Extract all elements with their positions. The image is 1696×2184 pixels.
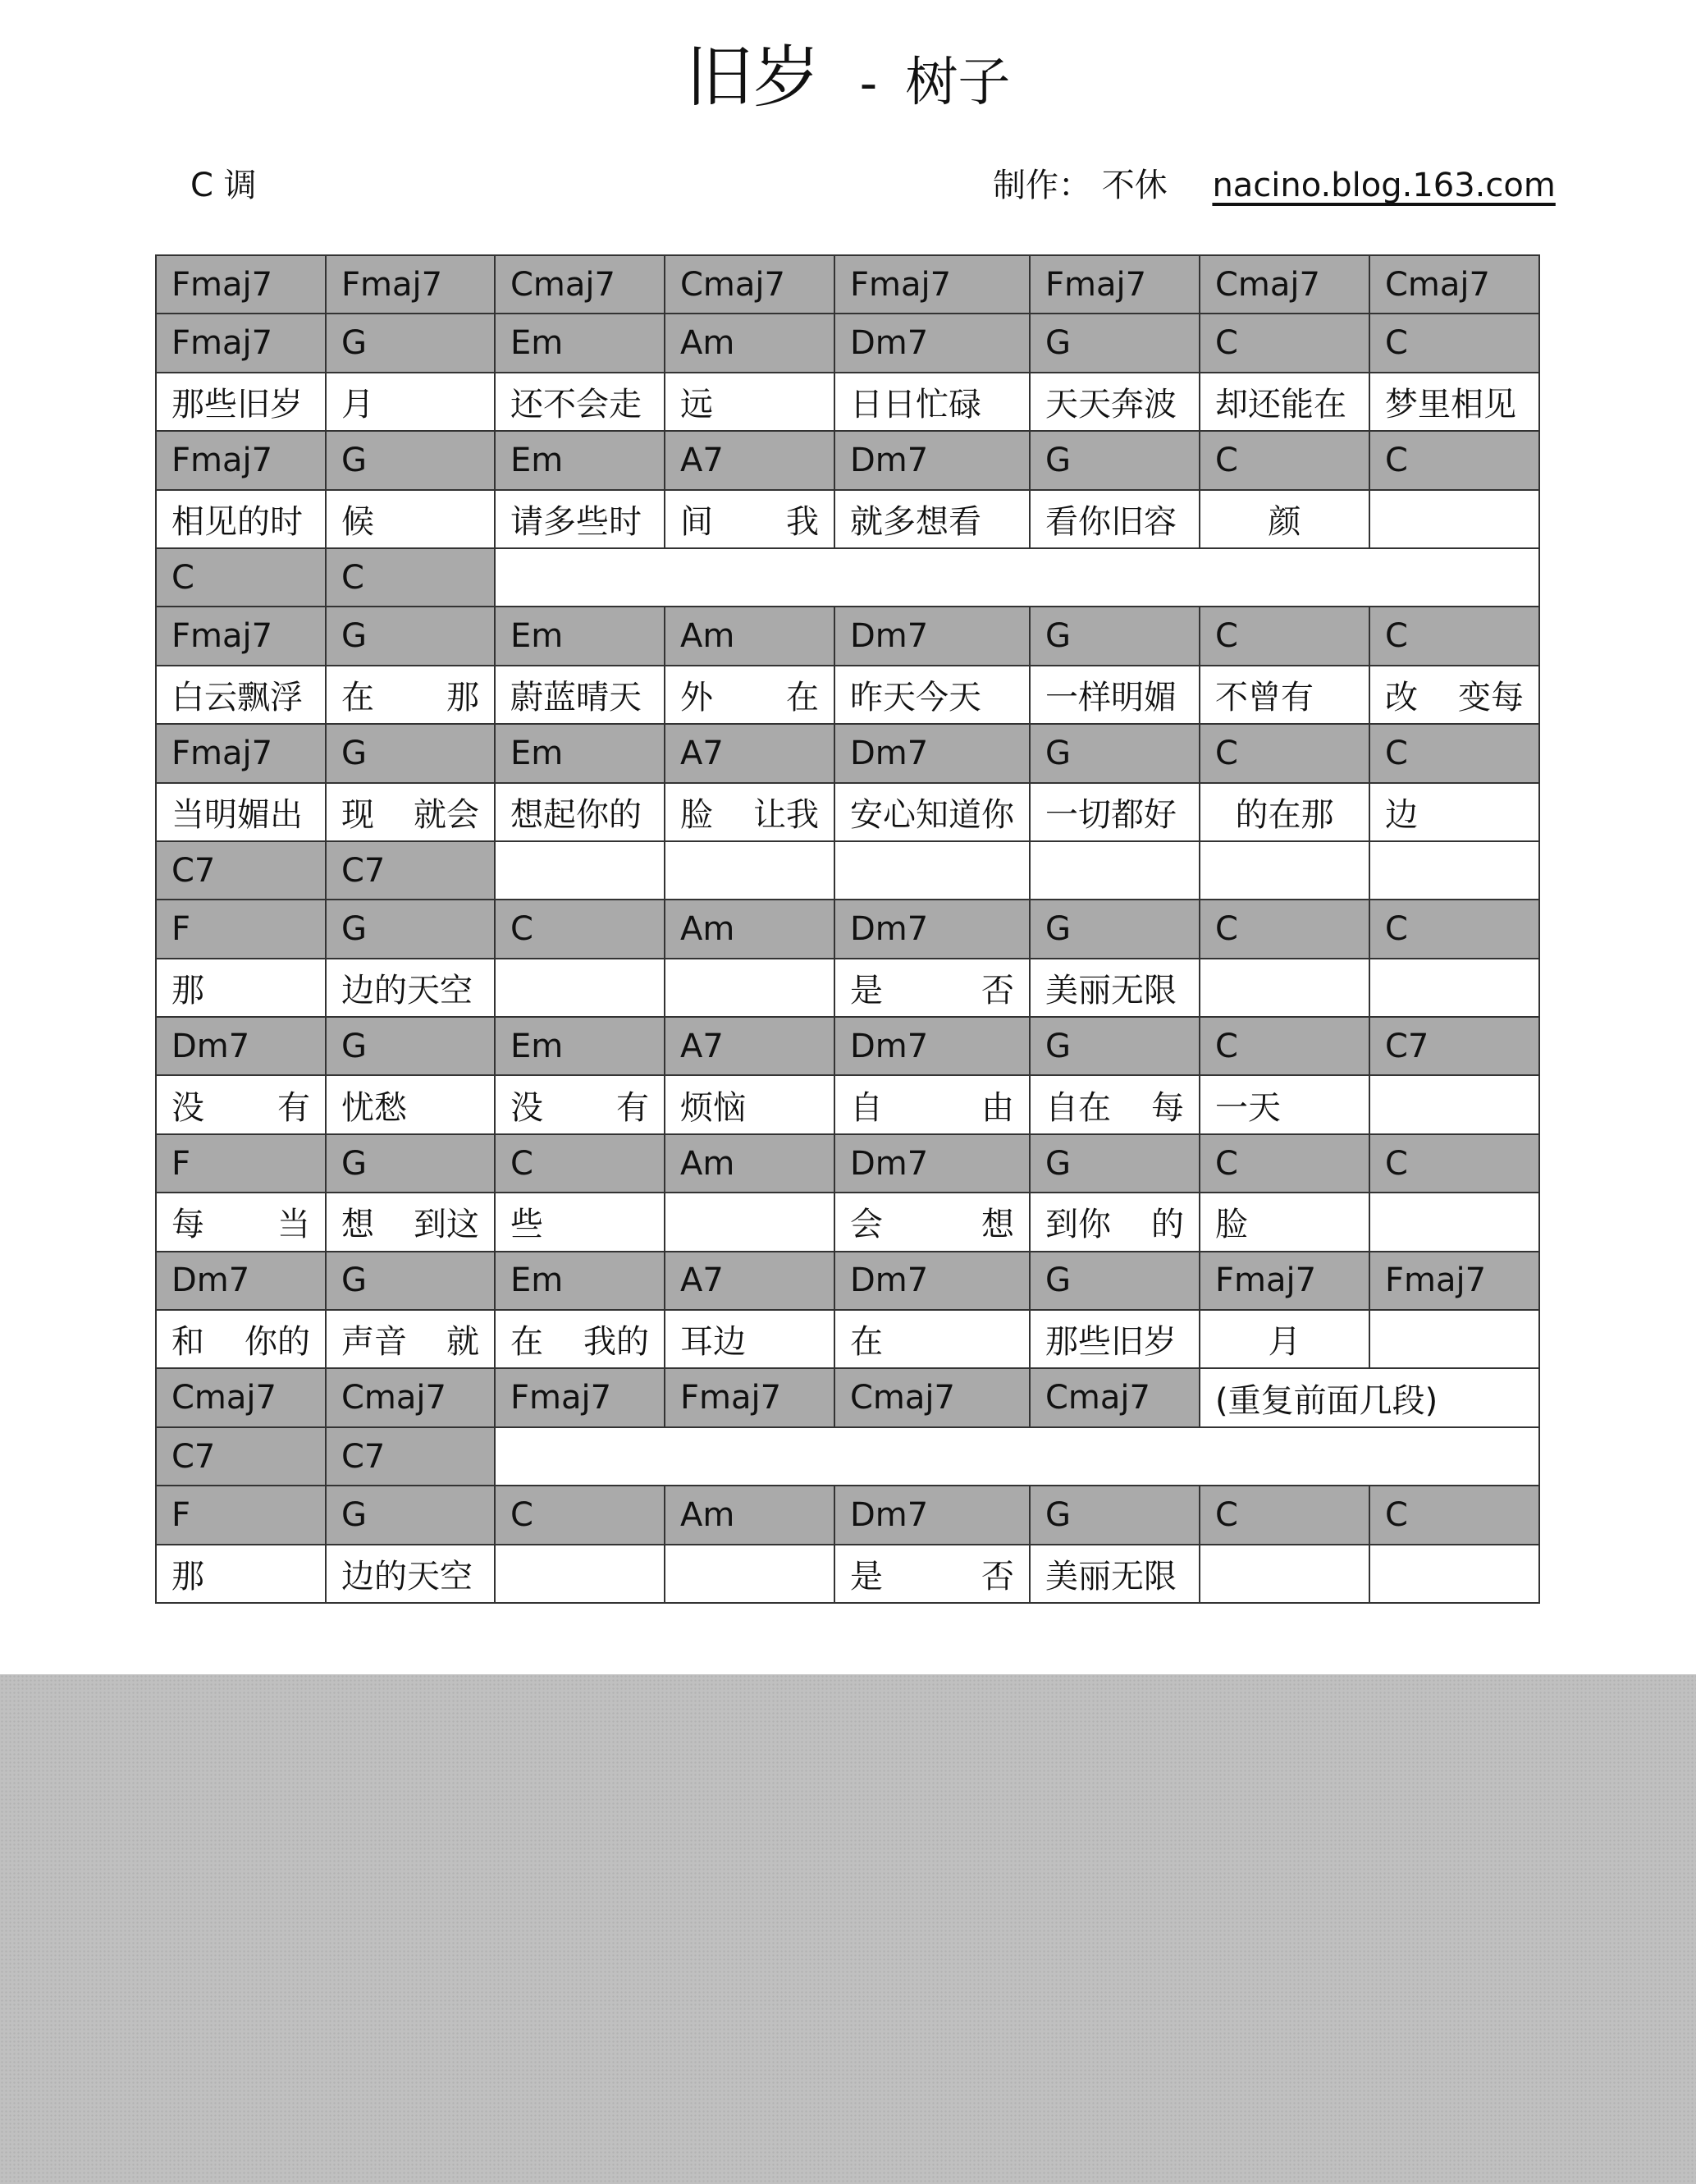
credit-line: [993, 163, 1556, 208]
lyric-text: 现: [341, 795, 374, 834]
chord-cell: Cmaj7: [834, 1368, 1030, 1426]
chord-cell: G: [326, 900, 495, 958]
lyric-row: [156, 1310, 1539, 1368]
lyric-text: 没: [510, 1088, 543, 1127]
lyric-text: 改: [1385, 678, 1418, 717]
lyric-cell: [665, 666, 834, 724]
lyric-cell: 边: [1369, 783, 1539, 841]
chord-cell: C: [1369, 314, 1539, 372]
chord-cell: Cmaj7: [1030, 1368, 1200, 1426]
lyric-cell: [156, 1075, 326, 1133]
chord-cell: C7: [156, 1427, 326, 1486]
lyric-cell: 梦里相见: [1369, 373, 1539, 431]
lyric-cell: [834, 1075, 1030, 1133]
chord-cell: Em: [495, 1252, 665, 1310]
lyric-text: 到这: [414, 1206, 479, 1244]
lyric-text: 每: [1151, 1088, 1184, 1127]
lyric-cell: [1369, 666, 1539, 724]
chord-cell: C7: [326, 1427, 495, 1486]
lyric-text: 的: [1151, 1206, 1184, 1244]
lyric-text: 自: [850, 1088, 883, 1127]
chord-row: [156, 314, 1539, 372]
chord-cell: G: [1030, 314, 1200, 372]
lyric-cell: [834, 1545, 1030, 1603]
lyric-cell: [156, 1310, 326, 1368]
chord-cell: Dm7: [834, 607, 1030, 665]
lyric-cell: 一天: [1200, 1075, 1369, 1133]
chord-cell: Dm7: [156, 1252, 326, 1310]
lyric-cell: 那些旧岁: [156, 373, 326, 431]
lyric-row: [156, 373, 1539, 431]
lyric-cell: 相见的时: [156, 490, 326, 548]
chord-cell: G: [326, 724, 495, 782]
chord-cell: F: [156, 1486, 326, 1544]
lyric-text: 想: [341, 1206, 374, 1244]
chord-cell: Cmaj7: [495, 255, 665, 314]
lyric-cell: 天天奔波: [1030, 373, 1200, 431]
chord-cell: C: [1369, 1134, 1539, 1193]
chord-cell: Cmaj7: [665, 255, 834, 314]
lyric-cell: [1030, 1075, 1200, 1133]
chord-cell: G: [1030, 724, 1200, 782]
lyric-cell: [1200, 1545, 1369, 1603]
chord-cell: Em: [495, 431, 665, 489]
chord-cell: C: [1369, 1486, 1539, 1544]
chord-cell: A7: [665, 1252, 834, 1310]
chord-cell: Fmaj7: [834, 255, 1030, 314]
lyric-cell: 当明媚出: [156, 783, 326, 841]
chord-cell: C: [1369, 724, 1539, 782]
lyric-text: 每: [171, 1206, 204, 1244]
lyric-text: 脸: [680, 795, 713, 834]
lyric-row: [156, 959, 1539, 1017]
chord-cell: G: [1030, 1134, 1200, 1193]
lyric-cell: 烦恼: [665, 1075, 834, 1133]
chord-cell: C: [1200, 1486, 1369, 1544]
chord-cell: F: [156, 1134, 326, 1193]
chord-cell: C: [1200, 431, 1369, 489]
chord-cell: C: [1200, 1134, 1369, 1193]
chord-cell: Dm7: [834, 724, 1030, 782]
lyric-cell: 一样明媚: [1030, 666, 1200, 724]
lyric-row: [156, 490, 1539, 548]
lyric-cell: 在: [834, 1310, 1030, 1368]
chord-cell: G: [1030, 1486, 1200, 1544]
lyric-cell: 忧愁: [326, 1075, 495, 1133]
lyric-cell: [834, 1193, 1030, 1251]
credit-name: 不休: [1101, 167, 1168, 204]
lyric-cell: [1200, 959, 1369, 1017]
chord-row: [156, 724, 1539, 782]
chord-cell: Em: [495, 724, 665, 782]
blank-cell: [1030, 841, 1200, 900]
lyric-text: 自在: [1045, 1088, 1111, 1127]
chord-cell: C: [1200, 314, 1369, 372]
lyric-text: 外: [680, 678, 713, 717]
chord-row: [156, 548, 1539, 607]
lyric-cell: 看你旧容: [1030, 490, 1200, 548]
chord-cell: G: [326, 314, 495, 372]
lyric-cell: [495, 959, 665, 1017]
chord-cell: C: [495, 1134, 665, 1193]
chord-cell: Dm7: [834, 1252, 1030, 1310]
lyric-row: [156, 1193, 1539, 1251]
chord-cell: C: [156, 548, 326, 607]
chord-cell: G: [326, 1486, 495, 1544]
blank-cell: [495, 841, 665, 900]
chord-cell: A7: [665, 1017, 834, 1075]
chord-cell: C: [1200, 607, 1369, 665]
lyric-cell: 候: [326, 490, 495, 548]
song-key: C 调: [190, 167, 257, 204]
chord-cell: Em: [495, 1017, 665, 1075]
chord-row: [156, 1368, 1539, 1426]
lyric-cell: 脸: [1200, 1193, 1369, 1251]
lyric-cell: 的在那: [1200, 783, 1369, 841]
lyric-cell: 日日忙碌: [834, 373, 1030, 431]
lyric-cell: [1030, 1193, 1200, 1251]
lyric-cell: 月: [1200, 1310, 1369, 1368]
lyric-cell: 耳边: [665, 1310, 834, 1368]
chord-cell: G: [326, 1017, 495, 1075]
chord-cell: Dm7: [834, 1017, 1030, 1075]
lyric-cell: 安心知道你: [834, 783, 1030, 841]
chord-cell: Fmaj7: [665, 1368, 834, 1426]
lyric-cell: [665, 783, 834, 841]
lyric-cell: [1369, 1310, 1539, 1368]
chord-cell: Dm7: [834, 900, 1030, 958]
chord-cell: G: [1030, 1017, 1200, 1075]
chord-row: [156, 1134, 1539, 1193]
blank-cell: [495, 548, 1539, 607]
chord-cell: G: [326, 607, 495, 665]
lyric-cell: [326, 783, 495, 841]
lyric-text: 有: [277, 1088, 310, 1127]
lyric-cell: [1369, 1545, 1539, 1603]
artist-name: 树子: [905, 53, 1011, 113]
chord-cell: Dm7: [834, 314, 1030, 372]
chord-cell: Am: [665, 900, 834, 958]
chord-cell: Fmaj7: [156, 724, 326, 782]
chord-row: [156, 255, 1539, 314]
chord-cell: C: [1369, 900, 1539, 958]
lyric-cell: [326, 1310, 495, 1368]
chord-cell: Dm7: [834, 431, 1030, 489]
chord-lyrics-table: [155, 254, 1540, 1604]
chord-row: [156, 607, 1539, 665]
chord-cell: Em: [495, 607, 665, 665]
lyric-row: [156, 1545, 1539, 1603]
lyric-cell: 月: [326, 373, 495, 431]
chord-cell: Am: [665, 607, 834, 665]
lyric-text: 变每: [1458, 678, 1524, 717]
lyric-cell: [326, 1193, 495, 1251]
lyric-cell: 想起你的: [495, 783, 665, 841]
lyric-cell: [495, 1545, 665, 1603]
chord-cell: C: [495, 900, 665, 958]
lyric-text: 想: [981, 1206, 1014, 1244]
lyric-cell: 昨天今天: [834, 666, 1030, 724]
lyric-cell: [1369, 959, 1539, 1017]
chord-cell: Dm7: [834, 1486, 1030, 1544]
lyric-cell: 白云飘浮: [156, 666, 326, 724]
chord-cell: Cmaj7: [1369, 255, 1539, 314]
lyric-cell: [1369, 490, 1539, 548]
chord-row: [156, 1486, 1539, 1544]
chord-cell: A7: [665, 724, 834, 782]
lyric-text: 当: [277, 1206, 310, 1244]
lyric-text: 和: [171, 1323, 204, 1362]
chord-cell: C: [1369, 431, 1539, 489]
lyric-text: 声音: [341, 1323, 407, 1362]
credit-label: 制作：: [993, 167, 1091, 204]
lyric-text: 是: [850, 1557, 883, 1596]
scan-gray-area: [0, 1674, 1696, 2184]
chord-cell: G: [326, 1252, 495, 1310]
song-name: 旧岁: [685, 39, 821, 117]
song-title: [0, 33, 1696, 129]
lyric-text: 我的: [583, 1323, 649, 1362]
chord-cell: Em: [495, 314, 665, 372]
chord-cell: Fmaj7: [1200, 1252, 1369, 1310]
lyric-cell: [495, 1075, 665, 1133]
lyric-cell: 一切都好: [1030, 783, 1200, 841]
chord-cell: Cmaj7: [156, 1368, 326, 1426]
lyric-cell: [665, 1193, 834, 1251]
chord-cell: Fmaj7: [156, 431, 326, 489]
lyric-text: 在: [786, 678, 819, 717]
lyric-cell: [1369, 1075, 1539, 1133]
chord-cell: Am: [665, 1486, 834, 1544]
lyric-cell: 却还能在: [1200, 373, 1369, 431]
chord-cell: C7: [1369, 1017, 1539, 1075]
credit-url-link[interactable]: nacino.blog.163.com: [1212, 167, 1556, 204]
lyric-cell: [665, 959, 834, 1017]
lyric-cell: 不曾有: [1200, 666, 1369, 724]
lyric-row: [156, 666, 1539, 724]
lyric-row: [156, 1075, 1539, 1133]
chord-cell: G: [1030, 900, 1200, 958]
lyric-text: 到你: [1045, 1206, 1111, 1244]
chord-cell: Fmaj7: [495, 1368, 665, 1426]
lyric-text: 否: [981, 971, 1014, 1010]
lyric-cell: 蔚蓝晴天: [495, 666, 665, 724]
blank-cell: [1200, 841, 1369, 900]
title-dash: -: [859, 55, 878, 112]
chord-cell: Am: [665, 1134, 834, 1193]
lyric-cell: [495, 1310, 665, 1368]
chord-cell: G: [326, 1134, 495, 1193]
chord-cell: F: [156, 900, 326, 958]
blank-cell: [495, 1427, 1539, 1486]
chord-row: [156, 1017, 1539, 1075]
blank-cell: [1369, 841, 1539, 900]
lyric-cell: 颜: [1200, 490, 1369, 548]
chord-cell: C7: [326, 841, 495, 900]
lyric-cell: [665, 1545, 834, 1603]
chord-cell: Cmaj7: [326, 1368, 495, 1426]
lyric-text: 是: [850, 971, 883, 1010]
chord-cell: Fmaj7: [326, 255, 495, 314]
lyric-cell: 边的天空: [326, 1545, 495, 1603]
chord-cell: Fmaj7: [156, 314, 326, 372]
chord-cell: C7: [156, 841, 326, 900]
chord-cell: C: [1200, 724, 1369, 782]
chord-cell: C: [1369, 607, 1539, 665]
lyric-cell: 那些旧岁: [1030, 1310, 1200, 1368]
chord-cell: Cmaj7: [1200, 255, 1369, 314]
lyric-cell: [156, 1193, 326, 1251]
lyric-cell: [834, 959, 1030, 1017]
chord-cell: Fmaj7: [156, 607, 326, 665]
chord-cell: Am: [665, 314, 834, 372]
lyric-cell: 请多些时: [495, 490, 665, 548]
blank-cell: (重复前面几段): [1200, 1368, 1539, 1426]
chord-row: [156, 1252, 1539, 1310]
lyric-cell: 远: [665, 373, 834, 431]
lyric-cell: [326, 666, 495, 724]
lyric-cell: 还不会走: [495, 373, 665, 431]
lyric-cell: 那: [156, 1545, 326, 1603]
chord-cell: C: [326, 548, 495, 607]
chord-cell: Fmaj7: [1030, 255, 1200, 314]
chord-cell: G: [1030, 607, 1200, 665]
lyric-text: 我: [786, 502, 819, 541]
blank-cell: [665, 841, 834, 900]
lyric-cell: 边的天空: [326, 959, 495, 1017]
lyric-cell: 就多想看: [834, 490, 1030, 548]
lyric-text: 由: [981, 1088, 1014, 1127]
chord-cell: G: [1030, 431, 1200, 489]
chord-row: [156, 841, 1539, 900]
chord-cell: A7: [665, 431, 834, 489]
chord-cell: C: [495, 1486, 665, 1544]
lyric-cell: [665, 490, 834, 548]
chord-row: [156, 431, 1539, 489]
chord-cell: G: [1030, 1252, 1200, 1310]
lyric-row: [156, 783, 1539, 841]
lyric-cell: 美丽无限: [1030, 959, 1200, 1017]
lyric-text: 那: [446, 678, 479, 717]
lyric-text: 就: [446, 1323, 479, 1362]
chord-cell: C: [1200, 1017, 1369, 1075]
lyric-text: 让我: [753, 795, 819, 834]
lyric-text: 否: [981, 1557, 1014, 1596]
chord-cell: Fmaj7: [156, 255, 326, 314]
lyric-text: 你的: [245, 1323, 310, 1362]
blank-cell: [834, 841, 1030, 900]
chord-row: [156, 900, 1539, 958]
lyric-cell: 那: [156, 959, 326, 1017]
lyric-text: 在: [510, 1323, 543, 1362]
lyric-text: 会: [850, 1206, 883, 1244]
chord-cell: Dm7: [834, 1134, 1030, 1193]
lyric-text: 间: [680, 502, 713, 541]
chord-cell: C: [1200, 900, 1369, 958]
lyric-text: 有: [616, 1088, 649, 1127]
chord-cell: G: [326, 431, 495, 489]
chord-row: [156, 1427, 1539, 1486]
lyric-cell: [1369, 1193, 1539, 1251]
lyric-text: 就会: [414, 795, 479, 834]
chord-cell: Fmaj7: [1369, 1252, 1539, 1310]
lyric-cell: 些: [495, 1193, 665, 1251]
lyric-cell: 美丽无限: [1030, 1545, 1200, 1603]
lyric-text: 没: [171, 1088, 204, 1127]
chord-cell: Dm7: [156, 1017, 326, 1075]
lyric-text: 在: [341, 678, 374, 717]
